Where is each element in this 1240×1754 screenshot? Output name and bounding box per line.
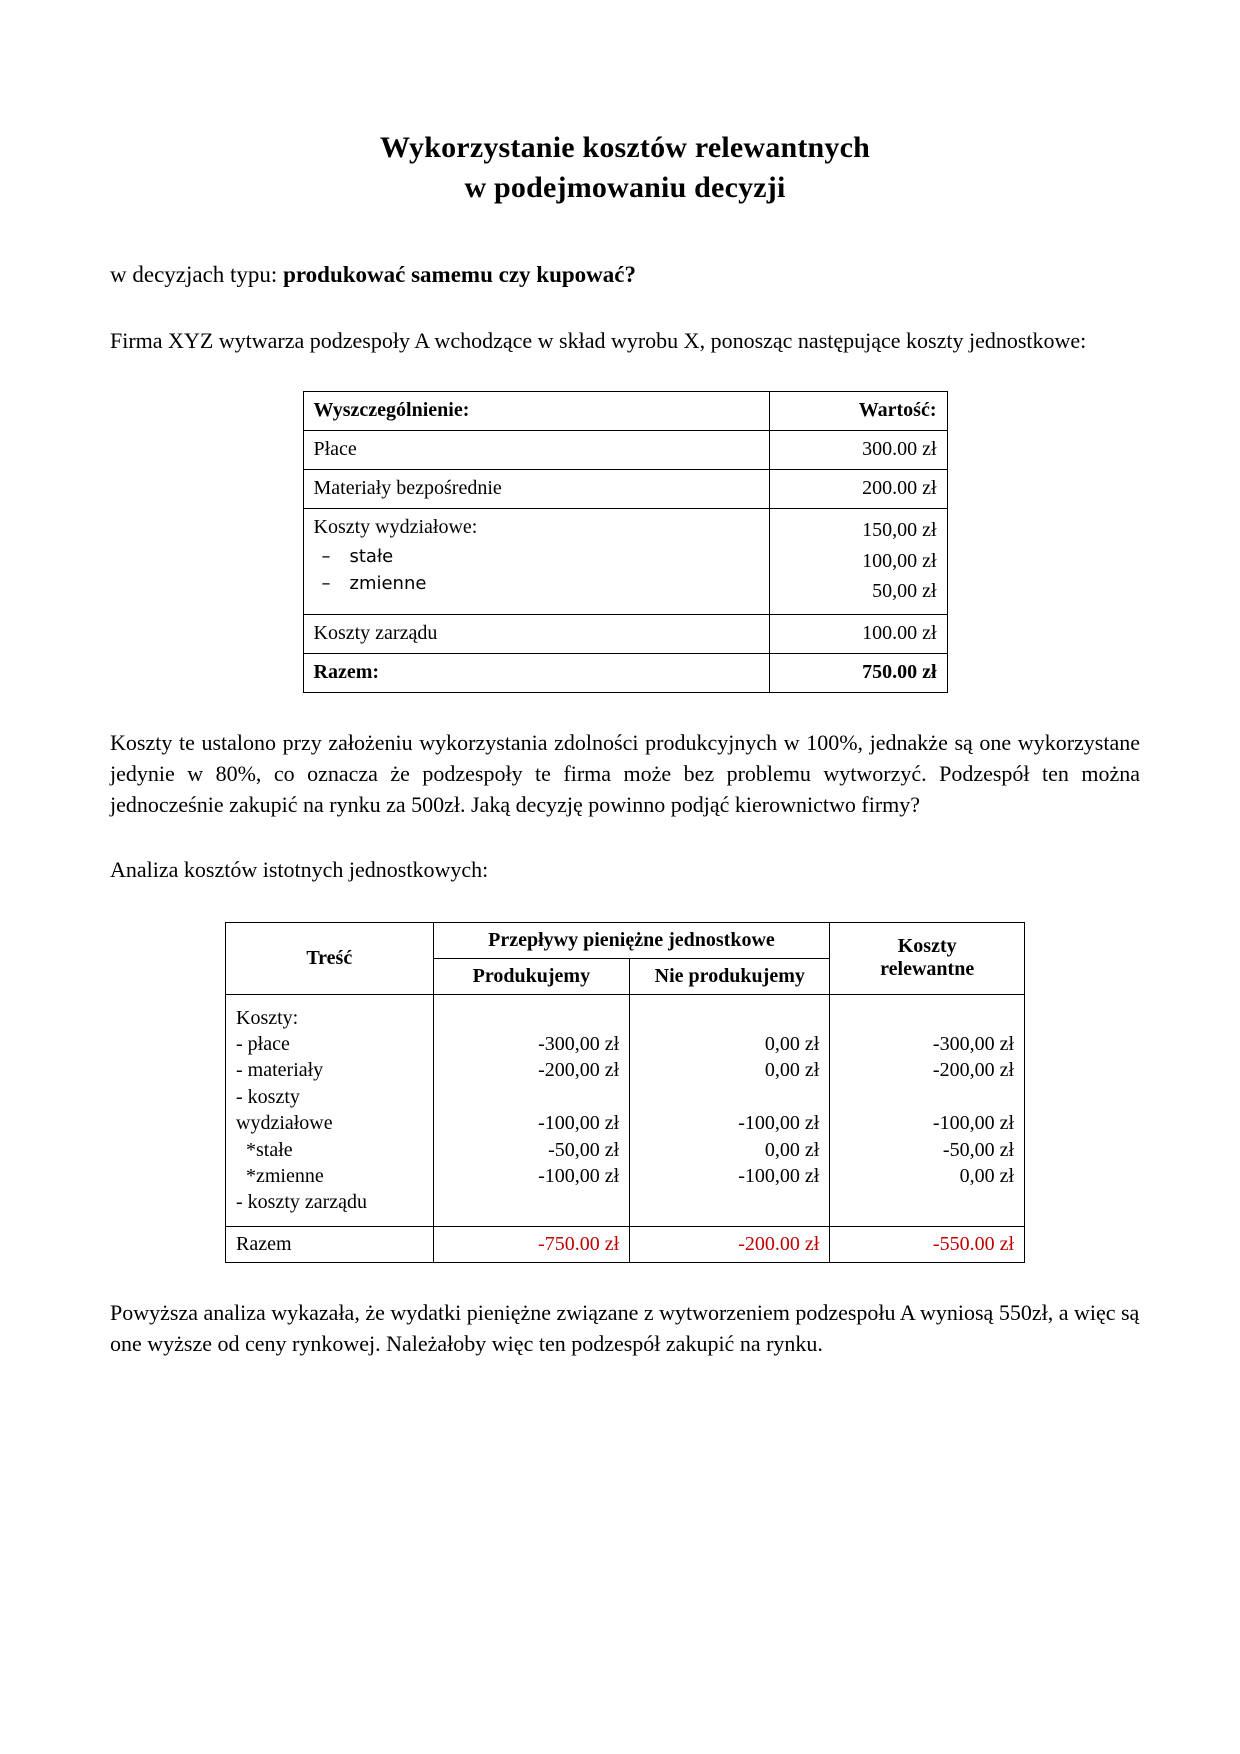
cell-value: 0,00 zł: [959, 1164, 1014, 1187]
relevant-header-produkujemy: Produkujemy: [433, 958, 630, 994]
relevant-table-container: [110, 922, 1140, 1263]
cost-row-label: Płace: [303, 430, 769, 469]
cost-row-subvalue: 50,00 zł: [872, 579, 937, 602]
relevant-header-line-2: relewantne: [880, 958, 975, 981]
cell-value: [640, 1005, 819, 1031]
relevant-body-labels: [226, 994, 434, 1226]
cell-value: -100,00 zł: [932, 1112, 1014, 1135]
subtitle-strong: produkować samemu czy kupować?: [283, 262, 636, 288]
cell-value: [444, 1189, 620, 1215]
cell-value: [840, 1084, 1014, 1110]
cell-value: -100,00 zł: [738, 1112, 820, 1135]
cell-value: -100,00 zł: [738, 1164, 820, 1187]
dash-icon: –: [321, 572, 331, 594]
row-label: - płace: [236, 1032, 290, 1055]
cell-value: -300,00 zł: [538, 1032, 620, 1055]
cell-value: -200,00 zł: [538, 1059, 620, 1082]
relevant-header-nie-produkujemy: Nie produkujemy: [630, 958, 830, 994]
row-label: wydziałowe: [236, 1112, 333, 1135]
cell-value: -50,00 zł: [548, 1138, 620, 1161]
cell-value: 0,00 zł: [764, 1138, 820, 1161]
cell-value: -50,00 zł: [942, 1138, 1014, 1161]
subtitle-lead: w decyzjach typu:: [110, 262, 284, 288]
cost-total-label: Razem:: [303, 653, 769, 692]
table-header-row: [303, 391, 947, 430]
cell-value: [640, 1189, 819, 1215]
cell-value: -200,00 zł: [932, 1059, 1014, 1082]
cost-row-value: 100.00 zł: [769, 614, 947, 653]
relevant-body-produkujemy: [433, 994, 630, 1226]
sub-item-label: stałe: [349, 545, 394, 567]
list-item: [314, 543, 759, 570]
dash-icon: –: [321, 545, 331, 567]
table-total-row: [226, 1226, 1025, 1262]
relevant-total-label: Razem: [226, 1226, 434, 1262]
cell-value: [840, 1189, 1014, 1215]
cell-value: [444, 1084, 620, 1110]
row-label: Koszty:: [236, 1006, 299, 1029]
cost-total-value: 750.00 zł: [769, 653, 947, 692]
relevant-body-nie-produkujemy: [630, 994, 830, 1226]
cost-row-sublist: [314, 543, 759, 597]
table-header-row: [226, 922, 1025, 958]
cell-value: -100,00 zł: [538, 1164, 620, 1187]
cell-value: 0,00 zł: [764, 1059, 820, 1082]
relevant-body-relewantne: [830, 994, 1025, 1226]
page-title-line-1: Wykorzystanie kosztów relewantnych: [379, 131, 871, 164]
table-row: [303, 469, 947, 508]
row-label: - materiały: [236, 1059, 324, 1082]
analysis-label: Analiza kosztów istotnych jednostkowych:: [110, 857, 489, 883]
page-title: [110, 128, 1140, 207]
cost-row-value: 200.00 zł: [769, 469, 947, 508]
relevant-header-tresc: Treść: [226, 922, 434, 994]
cell-value: -100,00 zł: [538, 1112, 620, 1135]
table-total-row: [303, 653, 947, 692]
cost-table-container: [110, 391, 1140, 693]
relevant-header-koszty-relewantne: [830, 922, 1025, 994]
relevant-costs-table: [225, 922, 1025, 1263]
row-label: *stałe: [236, 1138, 293, 1161]
cost-row-value: 150,00 zł: [862, 518, 937, 541]
row-label: - koszty zarządu: [236, 1191, 368, 1214]
page-title-line-2: w podejmowaniu decyzji: [464, 170, 786, 204]
closing-paragraph: Powyższa analiza wykazała, że wydatki pieniężne związane z wytworzeniem podzespołu A wyniosą 550zł, a więc są one wyższe od ceny rynkowej. Należałoby więc ten podzespół zakupić na rynku.: [110, 1299, 1140, 1356]
cell-value: [444, 1005, 620, 1031]
relevant-header-group: Przepływy pieniężne jednostkowe: [433, 922, 830, 958]
list-item: [314, 570, 759, 597]
cost-row-label-group: [303, 508, 769, 614]
cost-row-value-group: [769, 508, 947, 614]
subtitle: [110, 259, 1140, 291]
cell-value: 0,00 zł: [764, 1032, 820, 1055]
cell-value: -300,00 zł: [932, 1032, 1014, 1055]
table-row: [303, 430, 947, 469]
table-row: [303, 614, 947, 653]
cost-row-label: Koszty zarządu: [303, 614, 769, 653]
middle-paragraph: Koszty te ustalono przy założeniu wykorzystania zdolności produkcyjnych w 100%, jednakże są one wykorzystane jedynie w 80%, co oznacza że podzespoły te firma może bez problemu wytworzyć. Podzespół ten można jednocześnie zakupić na rynku za 500zł. Jaką decyzję powinno podjąć kierownictwo firmy?: [110, 729, 1140, 818]
cost-row-value: 300.00 zł: [769, 430, 947, 469]
sub-item-label: zmienne: [349, 572, 427, 594]
table-row: [303, 508, 947, 614]
cost-table-header-label: Wyszczególnienie:: [303, 391, 769, 430]
relevant-total-nie-produkujemy: -200.00 zł: [630, 1226, 830, 1262]
cost-row-subvalue: 100,00 zł: [862, 549, 937, 572]
cost-row-values: [780, 516, 937, 606]
cell-value: [640, 1084, 819, 1110]
row-label: *zmienne: [236, 1164, 324, 1187]
cost-table: [303, 391, 948, 693]
cost-table-header-value: Wartość:: [769, 391, 947, 430]
relevant-total-relewantne: -550.00 zł: [830, 1226, 1025, 1262]
row-label: - koszty: [236, 1085, 300, 1108]
cost-row-label: Koszty wydziałowe:: [313, 515, 478, 538]
cell-value: [840, 1005, 1014, 1031]
cost-row-label: Materiały bezpośrednie: [303, 469, 769, 508]
intro-paragraph: Firma XYZ wytwarza podzespoły A wchodzące w skład wyrobu X, ponosząc następujące koszty jednostkowe:: [110, 328, 1087, 354]
relevant-total-produkujemy: -750.00 zł: [433, 1226, 630, 1262]
table-row: [226, 994, 1025, 1226]
relevant-header-line-1: Koszty: [897, 935, 957, 958]
